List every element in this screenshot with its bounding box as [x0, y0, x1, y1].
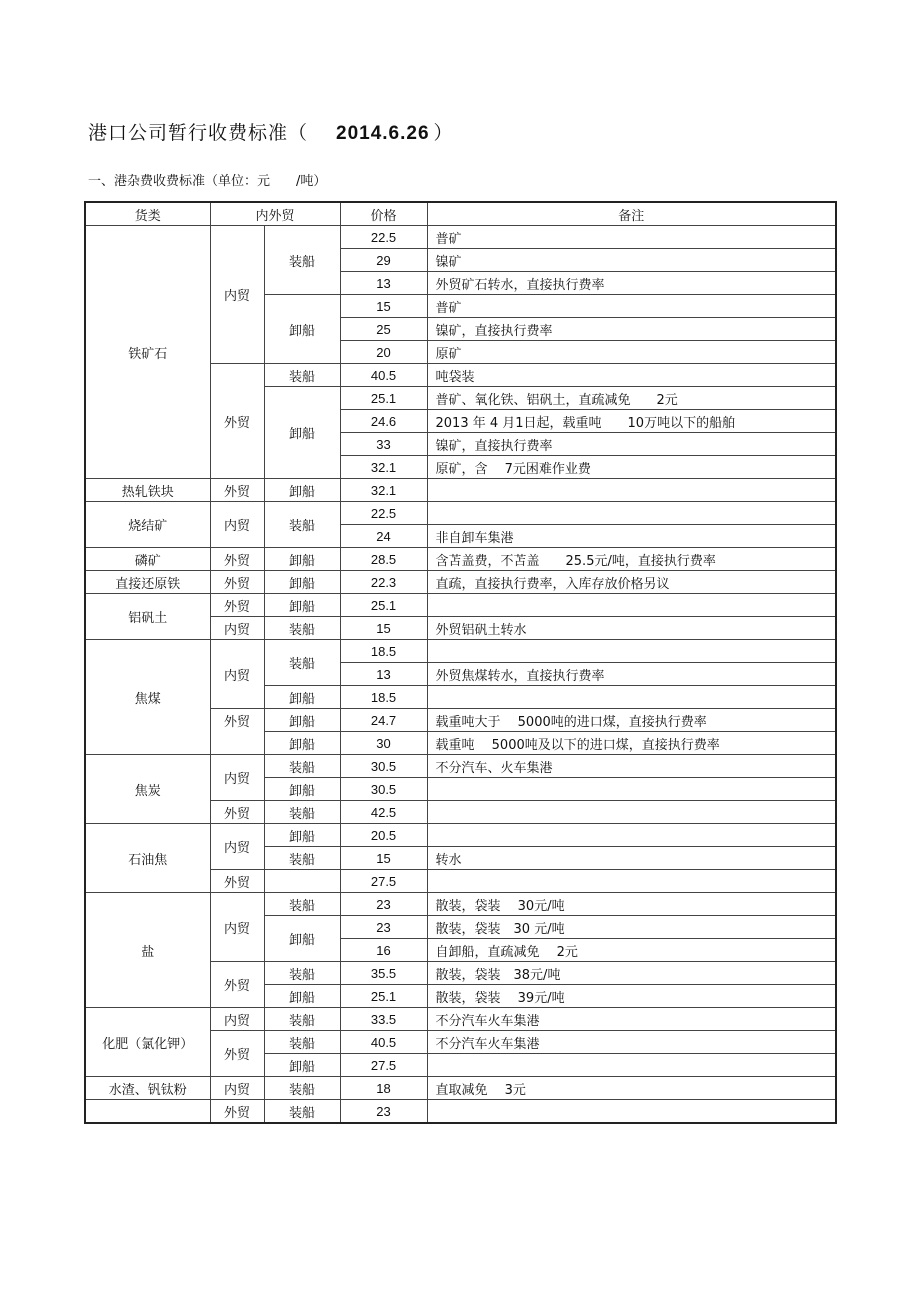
price-cell: 40.5 [340, 1031, 427, 1054]
op-cell: 装船 [264, 1077, 340, 1100]
note-cell: 散装，袋装 30元/吨 [427, 893, 836, 916]
op-cell: 卸船 [264, 594, 340, 617]
note-cell: 含苫盖费，不苫盖 25.5元/吨，直接执行费率 [427, 548, 836, 571]
goods-coking-coal: 焦煤 [85, 640, 210, 755]
price-cell: 13 [340, 272, 427, 295]
note-cell: 散装，袋装 38元/吨 [427, 962, 836, 985]
trade-cell: 外贸 [210, 364, 264, 479]
table-row [85, 571, 836, 594]
op-cell: 卸船 [264, 548, 340, 571]
trade-cell: 内贸 [210, 755, 264, 801]
note-cell [427, 824, 836, 847]
goods-bauxite: 铝矾土 [85, 594, 210, 640]
note-cell: 直疏，直接执行费率，入库存放价格另议 [427, 571, 836, 594]
trade-cell: 内贸 [210, 1077, 264, 1100]
op-cell: 装船 [264, 226, 340, 295]
price-cell: 25.1 [340, 985, 427, 1008]
price-cell: 20.5 [340, 824, 427, 847]
header-price: 价格 [340, 202, 427, 226]
table-row [85, 824, 836, 847]
note-cell [427, 778, 836, 801]
table-header-row [85, 202, 836, 226]
op-cell: 卸船 [264, 778, 340, 801]
op-cell: 卸船 [264, 295, 340, 364]
price-cell: 23 [340, 893, 427, 916]
trade-cell: 内贸 [210, 893, 264, 962]
note-cell: 转水 [427, 847, 836, 870]
price-cell: 23 [340, 916, 427, 939]
goods-iron-ore: 铁矿石 [85, 226, 210, 479]
trade-cell: 外贸 [210, 1100, 264, 1124]
fee-table [84, 201, 837, 1124]
goods-hot-rolled: 热轧铁块 [85, 479, 210, 502]
op-cell [264, 870, 340, 893]
op-cell: 卸船 [264, 824, 340, 847]
page-title: 港口公司暂行收费标准（ 2014.6.26 ） [88, 122, 454, 144]
op-cell: 装船 [264, 847, 340, 870]
op-cell: 卸船 [264, 985, 340, 1008]
price-cell: 25 [340, 318, 427, 341]
note-cell: 载重吨 5000吨及以下的进口煤，直接执行费率 [427, 732, 836, 755]
price-cell: 30.5 [340, 778, 427, 801]
op-cell: 卸船 [264, 1054, 340, 1077]
header-note: 备注 [427, 202, 836, 226]
goods-pet-coke: 石油焦 [85, 824, 210, 893]
note-cell [427, 801, 836, 824]
op-cell: 卸船 [264, 387, 340, 479]
note-cell: 载重吨大于 5000吨的进口煤，直接执行费率 [427, 709, 836, 732]
price-cell: 32.1 [340, 456, 427, 479]
price-cell: 29 [340, 249, 427, 272]
op-cell: 卸船 [264, 732, 340, 755]
price-cell: 35.5 [340, 962, 427, 985]
trade-cell: 外贸 [210, 801, 264, 824]
table-row [85, 1008, 836, 1031]
price-cell: 15 [340, 295, 427, 318]
price-cell: 30 [340, 732, 427, 755]
op-cell: 装船 [264, 755, 340, 778]
note-cell: 普矿 [427, 295, 836, 318]
note-cell [427, 1100, 836, 1124]
note-cell: 自卸船，直疏减免 2元 [427, 939, 836, 962]
op-cell: 卸船 [264, 916, 340, 962]
note-cell: 镍矿，直接执行费率 [427, 318, 836, 341]
note-cell: 不分汽车火车集港 [427, 1031, 836, 1054]
note-cell: 2013 年 4 月1日起，载重吨 10万吨以下的船舶 [427, 410, 836, 433]
note-cell: 外贸焦煤转水，直接执行费率 [427, 663, 836, 686]
price-cell: 24.6 [340, 410, 427, 433]
price-cell: 32.1 [340, 479, 427, 502]
note-cell: 普矿 [427, 226, 836, 249]
note-cell [427, 640, 836, 663]
goods-coke: 焦炭 [85, 755, 210, 824]
trade-cell: 外贸 [210, 870, 264, 893]
note-cell [427, 502, 836, 525]
trade-cell: 外贸 [210, 594, 264, 617]
goods-salt: 盐 [85, 893, 210, 1008]
note-cell: 原矿 [427, 341, 836, 364]
price-cell: 20 [340, 341, 427, 364]
trade-cell: 内贸 [210, 502, 264, 548]
note-cell: 镍矿 [427, 249, 836, 272]
trade-cell: 内贸 [210, 824, 264, 870]
note-cell [427, 479, 836, 502]
note-cell: 散装，袋装 30 元/吨 [427, 916, 836, 939]
price-cell: 22.5 [340, 502, 427, 525]
price-cell: 15 [340, 617, 427, 640]
table-row [85, 548, 836, 571]
trade-cell: 外贸 [210, 1031, 264, 1077]
price-cell: 23 [340, 1100, 427, 1124]
price-cell: 28.5 [340, 548, 427, 571]
trade-cell: 内贸 [210, 640, 264, 709]
op-cell: 装船 [264, 640, 340, 686]
table-row [85, 755, 836, 778]
note-cell: 镍矿，直接执行费率 [427, 433, 836, 456]
note-cell: 非自卸车集港 [427, 525, 836, 548]
goods-empty [85, 1100, 210, 1124]
op-cell: 装船 [264, 1031, 340, 1054]
note-cell [427, 870, 836, 893]
section-subtitle: 一、港杂费收费标准（单位：元 /吨） [88, 174, 327, 189]
note-cell: 不分汽车、火车集港 [427, 755, 836, 778]
price-cell: 18 [340, 1077, 427, 1100]
header-goods: 货类 [85, 202, 210, 226]
table-row [85, 479, 836, 502]
price-cell: 27.5 [340, 1054, 427, 1077]
op-cell: 卸船 [264, 709, 340, 732]
price-cell: 30.5 [340, 755, 427, 778]
note-cell: 普矿、氧化铁、铝矾土，直疏减免 2元 [427, 387, 836, 410]
trade-cell: 外贸 [210, 479, 264, 502]
trade-cell: 外贸 [210, 548, 264, 571]
price-cell: 13 [340, 663, 427, 686]
note-cell: 散装，袋装 39元/吨 [427, 985, 836, 1008]
table-row [85, 1100, 836, 1124]
price-cell: 42.5 [340, 801, 427, 824]
trade-cell: 内贸 [210, 617, 264, 640]
price-cell: 15 [340, 847, 427, 870]
table-row [85, 594, 836, 617]
price-cell: 40.5 [340, 364, 427, 387]
price-cell: 18.5 [340, 686, 427, 709]
table-row [85, 1077, 836, 1100]
note-cell: 原矿，含 7元困难作业费 [427, 456, 836, 479]
price-cell: 24.7 [340, 709, 427, 732]
header-trade: 内外贸 [210, 202, 340, 226]
goods-fertilizer: 化肥（氯化钾） [85, 1008, 210, 1077]
note-cell: 直取减免 3元 [427, 1077, 836, 1100]
goods-slag: 水渣、钒钛粉 [85, 1077, 210, 1100]
note-cell [427, 1054, 836, 1077]
note-cell: 不分汽车火车集港 [427, 1008, 836, 1031]
op-cell: 卸船 [264, 571, 340, 594]
op-cell: 卸船 [264, 686, 340, 709]
price-cell: 22.3 [340, 571, 427, 594]
goods-sinter: 烧结矿 [85, 502, 210, 548]
price-cell: 25.1 [340, 594, 427, 617]
trade-cell: 内贸 [210, 226, 264, 364]
table-row [85, 640, 836, 663]
price-cell: 33 [340, 433, 427, 456]
price-cell: 18.5 [340, 640, 427, 663]
op-cell: 装船 [264, 893, 340, 916]
note-cell: 外贸矿石转水，直接执行费率 [427, 272, 836, 295]
note-cell [427, 594, 836, 617]
price-cell: 33.5 [340, 1008, 427, 1031]
price-cell: 25.1 [340, 387, 427, 410]
op-cell: 卸船 [264, 479, 340, 502]
op-cell: 装船 [264, 364, 340, 387]
goods-phosphate: 磷矿 [85, 548, 210, 571]
op-cell: 装船 [264, 801, 340, 824]
table-row [85, 893, 836, 916]
note-cell: 吨袋装 [427, 364, 836, 387]
goods-dri: 直接还原铁 [85, 571, 210, 594]
price-cell: 16 [340, 939, 427, 962]
trade-cell: 外贸 [210, 571, 264, 594]
op-cell: 装船 [264, 1100, 340, 1124]
price-cell: 24 [340, 525, 427, 548]
table-row [85, 226, 836, 249]
note-cell [427, 686, 836, 709]
op-cell: 装船 [264, 617, 340, 640]
note-cell: 外贸铝矾土转水 [427, 617, 836, 640]
page-date: 2014.6.26 [336, 123, 430, 144]
price-cell: 22.5 [340, 226, 427, 249]
op-cell: 装船 [264, 502, 340, 548]
table-row [85, 502, 836, 525]
trade-cell: 内贸 [210, 1008, 264, 1031]
op-cell: 装船 [264, 962, 340, 985]
trade-cell: 外贸 [210, 709, 264, 755]
price-cell: 27.5 [340, 870, 427, 893]
op-cell: 装船 [264, 1008, 340, 1031]
trade-cell: 外贸 [210, 962, 264, 1008]
